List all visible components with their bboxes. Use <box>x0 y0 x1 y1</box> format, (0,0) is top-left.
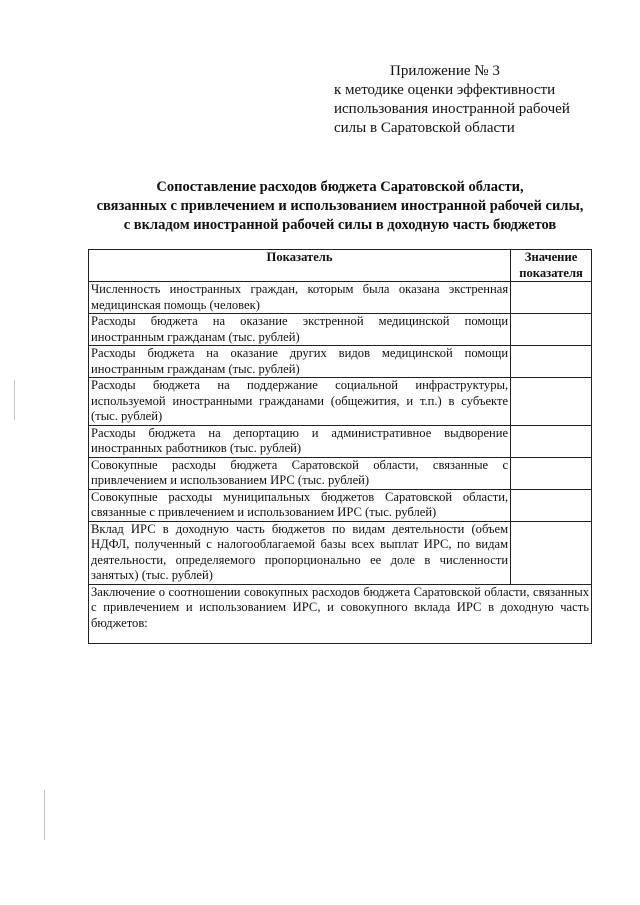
table-header-row <box>89 250 592 282</box>
conclusion-cell: Заключение о соотношении совокупных расходов бюджета Саратовской области, связанных с привлечением и использованием ИРС, и совокупного вклада ИРС в доходную часть бюджетов: <box>89 584 592 643</box>
table-row <box>89 314 592 346</box>
indicator-cell: Совокупные расходы муниципальных бюджетов Саратовской области, связанные с привлечением и использованием ИРС (тыс. рублей) <box>89 489 511 521</box>
table-row <box>89 457 592 489</box>
scan-edge-mark <box>44 790 45 840</box>
value-cell <box>511 282 592 314</box>
value-cell <box>511 346 592 378</box>
appendix-header <box>334 62 624 138</box>
appendix-line: к методике оценки эффективности <box>334 82 556 98</box>
document-title <box>70 178 610 235</box>
appendix-line: использования иностранной рабочей <box>334 101 570 117</box>
indicators-table <box>88 249 592 644</box>
table-row <box>89 282 592 314</box>
value-cell <box>511 425 592 457</box>
title-line: с вкладом иностранной рабочей силы в доходную часть бюджетов <box>123 217 557 233</box>
scan-edge-mark <box>14 380 15 420</box>
value-header-line: Значение <box>524 250 578 264</box>
appendix-line: силы в Саратовской области <box>334 120 515 136</box>
value-cell <box>511 489 592 521</box>
title-line: Сопоставление расходов бюджета Саратовской области, <box>156 179 524 195</box>
indicator-cell: Совокупные расходы бюджета Саратовской области, связанные с привлечением и использованием ИРС (тыс. рублей) <box>89 457 511 489</box>
conclusion-row <box>89 584 592 643</box>
value-header-line: показателя <box>519 265 583 280</box>
appendix-number: Приложение № 3 <box>390 63 500 79</box>
value-column-header <box>511 250 592 282</box>
table-row <box>89 489 592 521</box>
indicator-cell: Численность иностранных граждан, которым была оказана экстренная медицинская помощь (человек) <box>89 282 511 314</box>
indicator-cell: Расходы бюджета на поддержание социальной инфраструктуры, используемой иностранными гражданами (общежития, и т.п.) в субъекте (тыс. рублей) <box>89 378 511 426</box>
indicator-column-header: Показатель <box>89 250 511 282</box>
table-row <box>89 378 592 426</box>
value-cell <box>511 457 592 489</box>
table-row <box>89 425 592 457</box>
value-cell <box>511 314 592 346</box>
indicator-cell: Расходы бюджета на оказание других видов медицинской помощи иностранным гражданам (тыс. рублей) <box>89 346 511 378</box>
table-row <box>89 521 592 584</box>
indicator-cell: Вклад ИРС в доходную часть бюджетов по видам деятельности (объем НДФЛ, полученный с налогооблагаемой базы всех выплат ИРС, по видам деятельности, определяемого пропорционально ее доле в численности занятых) (тыс. рублей) <box>89 521 511 584</box>
title-line: связанных с привлечением и использованием иностранной рабочей силы, <box>96 198 584 214</box>
indicator-cell: Расходы бюджета на оказание экстренной медицинской помощи иностранным гражданам (тыс. рублей) <box>89 314 511 346</box>
table-row <box>89 346 592 378</box>
indicator-cell: Расходы бюджета на депортацию и административное выдворение иностранных работников (тыс. рублей) <box>89 425 511 457</box>
value-cell <box>511 378 592 426</box>
value-cell <box>511 521 592 584</box>
